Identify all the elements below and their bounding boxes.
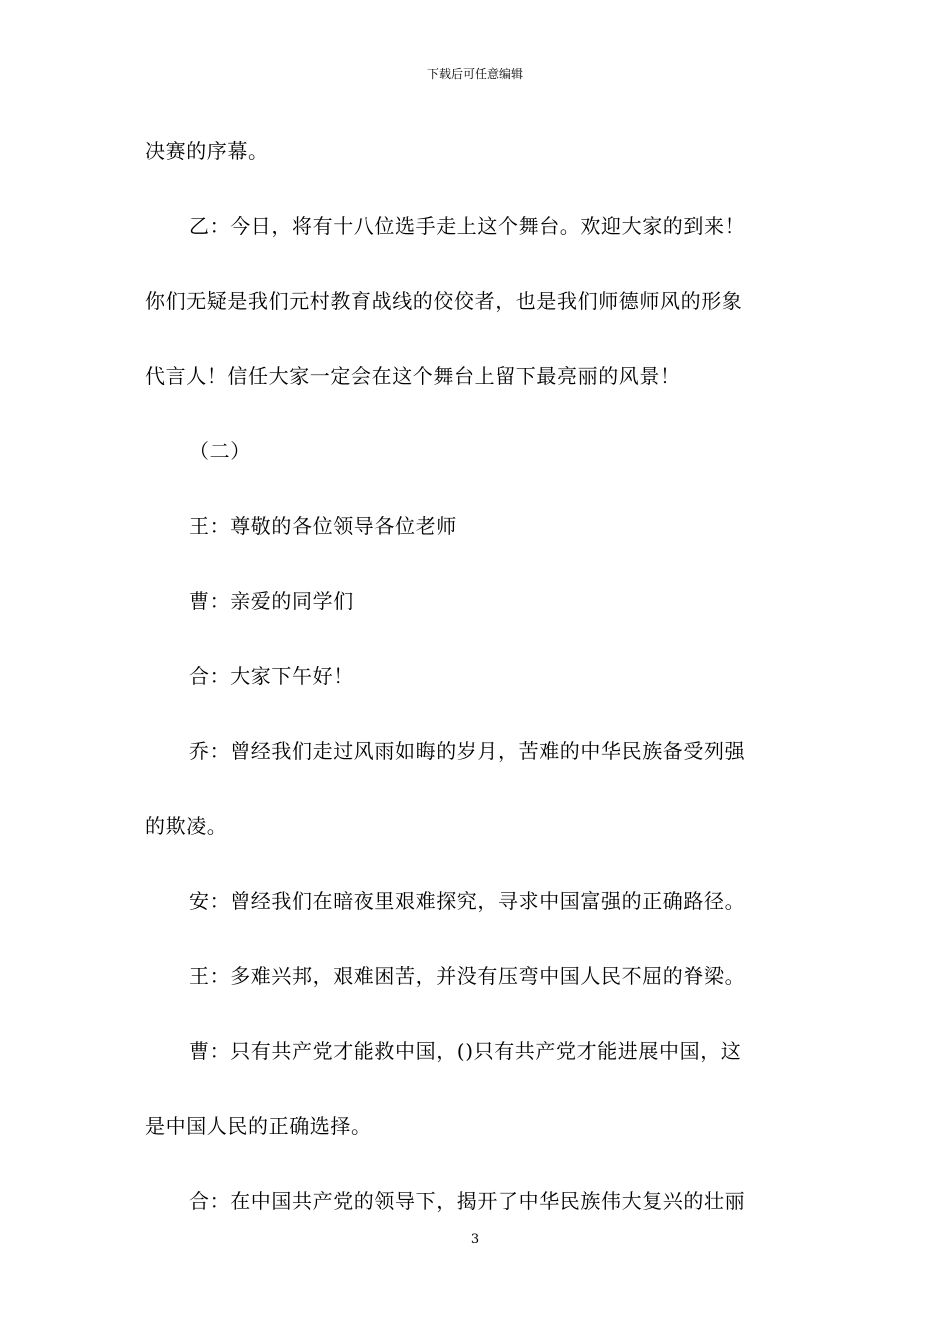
page-header: 下载后可任意编辑 bbox=[426, 67, 523, 81]
text-line: 乙：今日，将有十八位选手走上这个舞台。欢迎大家的到来！ bbox=[189, 214, 746, 238]
text-line: 的欺凌。 bbox=[145, 814, 228, 838]
text-line: 合：大家下午好！ bbox=[189, 664, 354, 688]
text-line: 安：曾经我们在暗夜里艰难探究，寻求中国富强的正确路径。 bbox=[189, 889, 746, 913]
text-line: 曹：只有共产党才能救中国，()只有共产党才能进展中国，这 bbox=[189, 1039, 742, 1063]
text-line: 曹：亲爱的同学们 bbox=[189, 589, 354, 613]
text-line: 乔：曾经我们走过风雨如晦的岁月，苦难的中华民族备受列强 bbox=[189, 739, 746, 763]
text-line: 你们无疑是我们元村教育战线的佼佼者，也是我们师德师风的形象 bbox=[145, 289, 743, 313]
text-line: 合：在中国共产党的领导下，揭开了中华民族伟大复兴的壮丽 bbox=[189, 1189, 746, 1213]
section-heading: （二） bbox=[189, 439, 251, 463]
text-line: 是中国人民的正确选择。 bbox=[145, 1114, 372, 1138]
text-line: 王：尊敬的各位领导各位老师 bbox=[189, 514, 457, 538]
text-line: 决赛的序幕。 bbox=[145, 139, 269, 163]
page-number: 3 bbox=[470, 1232, 480, 1247]
text-line: 王：多难兴邦，艰难困苦，并没有压弯中国人民不屈的脊梁。 bbox=[189, 964, 746, 988]
document-body bbox=[145, 132, 815, 1257]
text-line: 代言人！信任大家一定会在这个舞台上留下最亮丽的风景！ bbox=[145, 364, 681, 388]
